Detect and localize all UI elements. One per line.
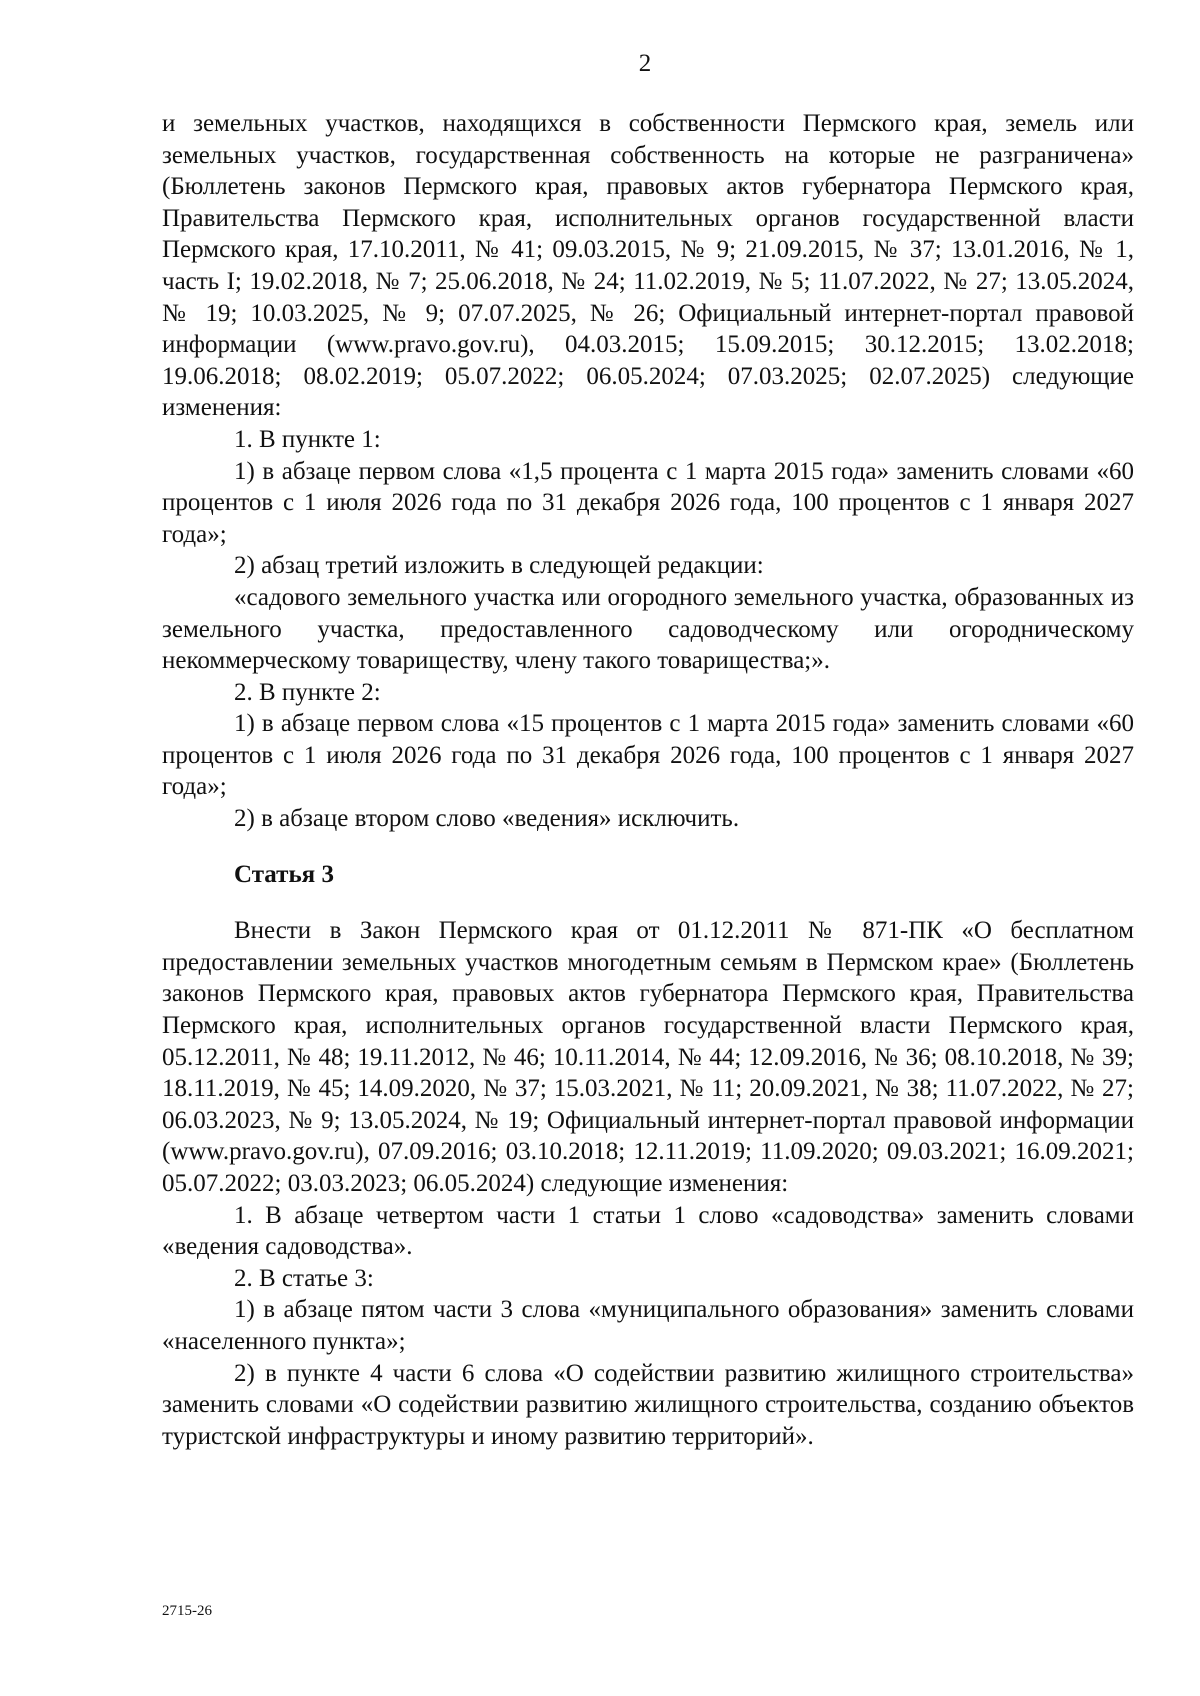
paragraph: 2. В пункте 2:: [234, 678, 381, 706]
page-number: 2: [638, 50, 652, 77]
paragraph: «садового земельного участка или огородного земельного участка, образованных из земельного участка, предоставленного садоводческому или огородническому некоммерческому товариществу, члену такого товарищества;».: [162, 583, 1134, 675]
paragraph: 1. В абзаце четвертом части 1 статьи 1 слово «садоводства» заменить словами «ведения садоводства».: [162, 1201, 1134, 1261]
paragraph: 2) абзац третий изложить в следующей редакции:: [234, 552, 764, 580]
paragraph: и земельных участков, находящихся в собственности Пермского края, земель или земельных участков, государственная собственность на которые не разграничена» (Бюллетень законов Пермского края, правовых актов губернатора Пермского края, Правительства Пермского края, исполнительных органов государственной власти Пермского края, 17.10.2011, № 41; 09.03.2015, № 9; 21.09.2015, № 37; 13.01.2016, № 1, часть I; 19.02.2018, № 7; 25.06.2018, № 24; 11.02.2019, № 5; 11.07.2022, № 27; 13.05.2024, № 19; 10.03.2025, № 9; 07.07.2025, № 26; Официальный интернет-портал правовой информации (www.pravo.gov.ru), 04.03.2015; 15.09.2015; 30.12.2015; 13.02.2018; 19.06.2018; 08.02.2019; 05.07.2022; 06.05.2024; 07.03.2025; 02.07.2025) следующие изменения:: [162, 110, 1134, 422]
article-heading: Статья 3: [234, 860, 334, 888]
paragraph: 1. В пункте 1:: [234, 425, 381, 453]
paragraph: 2) в абзаце втором слово «ведения» исключить.: [234, 805, 740, 833]
document-body: [162, 108, 1134, 1452]
paragraph: Внести в Закон Пермского края от 01.12.2011 № 871-ПК «О бесплатном предоставлении земельных участков многодетным семьям в Пермском крае» (Бюллетень законов Пермского края, правовых актов губернатора Пермского края, Правительства Пермского края, исполнительных органов государственной власти Пермского края, 05.12.2011, № 48; 19.11.2012, № 46; 10.11.2014, № 44; 12.09.2016, № 36; 08.10.2018, № 39; 18.11.2019, № 45; 14.09.2020, № 37; 15.03.2021, № 11; 20.09.2021, № 38; 11.07.2022, № 27; 06.03.2023, № 9; 13.05.2024, № 19; Официальный интернет-портал правовой информации (www.pravo.gov.ru), 07.09.2016; 03.10.2018; 12.11.2019; 11.09.2020; 09.03.2021; 16.09.2021; 05.07.2022; 03.03.2023; 06.05.2024) следующие изменения:: [162, 917, 1134, 1197]
document-code: 2715-26: [162, 1603, 212, 1619]
paragraph: 1) в абзаце пятом части 3 слова «муниципального образования» заменить словами «населенного пункта»;: [162, 1296, 1134, 1355]
paragraph: 1) в абзаце первом слова «15 процентов с 1 марта 2015 года» заменить словами «60 процентов с 1 июля 2026 года по 31 декабря 2026 года, 100 процентов с 1 января 2027 года»;: [162, 710, 1134, 801]
paragraph: 2) в пункте 4 части 6 слова «О содействии развитию жилищного строительства» заменить словами «О содействии развитию жилищного строительства, созданию объектов туристской инфраструктуры и иному развитию территорий».: [162, 1359, 1134, 1450]
paragraph: 2. В статье 3:: [234, 1264, 374, 1292]
paragraph: 1) в абзаце первом слова «1,5 процента с 1 марта 2015 года» заменить словами «60 процентов с 1 июля 2026 года по 31 декабря 2026 года, 100 процентов с 1 января 2027 года»;: [162, 457, 1134, 548]
